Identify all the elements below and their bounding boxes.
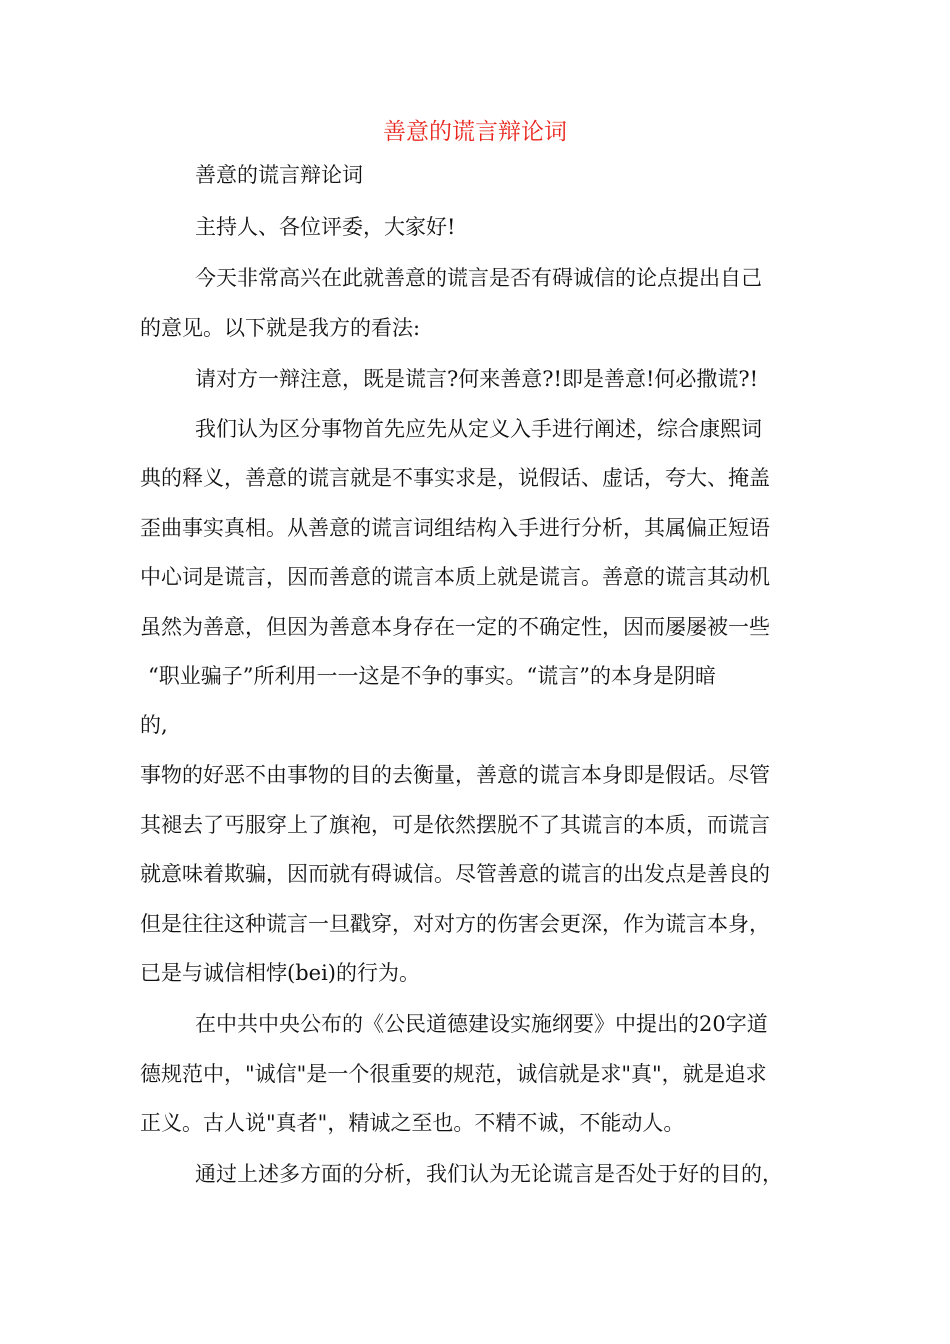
paragraph-line: “职业骗子”所利用一一这是不争的事实。“谎言”的本身是阴暗 bbox=[148, 664, 716, 688]
paragraph-line: 通过上述多方面的分析，我们认为无论谎言是否处于好的目的， bbox=[195, 1162, 783, 1186]
paragraph-line: 我们认为区分事物首先应先从定义入手进行阐述，综合康熙词 bbox=[195, 417, 762, 441]
paragraph-line: 就意味着欺骗，因而就有碍诚信。尽管善意的谎言的出发点是善良的 bbox=[140, 862, 770, 886]
paragraph-line: 的意见。以下就是我方的看法: bbox=[140, 316, 421, 340]
paragraph-line: 请对方一辩注意，既是谎言?何来善意?!即是善意!何必撒谎?! bbox=[195, 367, 759, 391]
paragraph-line: 已是与诚信相悖(bei)的行为。 bbox=[140, 961, 420, 985]
paragraph-line: 的, bbox=[140, 713, 168, 737]
paragraph-line: 典的释义，善意的谎言就是不事实求是，说假话、虚话，夸大、掩盖 bbox=[140, 466, 770, 490]
paragraph-line: 德规范中，"诚信"是一个很重要的规范，诚信就是求"真"，就是追求 bbox=[140, 1062, 767, 1086]
paragraph-line: 正义。古人说"真者"，精诚之至也。不精不诚，不能动人。 bbox=[140, 1111, 685, 1135]
paragraph-line: 主持人、各位评委，大家好! bbox=[195, 215, 456, 239]
paragraph-line: 今天非常高兴在此就善意的谎言是否有碍诚信的论点提出自己 bbox=[195, 266, 762, 290]
document-title: 善意的谎言辩论词 bbox=[383, 119, 567, 145]
paragraph-line: 虽然为善意，但因为善意本身存在一定的不确定性，因而屡屡被一些 bbox=[140, 615, 770, 639]
paragraph-line: 在中共中央公布的《公民道德建设实施纲要》中提出的20字道 bbox=[195, 1012, 768, 1036]
paragraph-line: 事物的好恶不由事物的目的去衡量，善意的谎言本身即是假话。尽管 bbox=[140, 763, 770, 787]
paragraph-line: 但是往往这种谎言一旦戳穿，对对方的伤害会更深，作为谎言本身， bbox=[140, 912, 770, 936]
paragraph-line: 中心词是谎言，因而善意的谎言本质上就是谎言。善意的谎言其动机 bbox=[140, 565, 770, 589]
paragraph-line: 其褪去了丐服穿上了旗袍，可是依然摆脱不了其谎言的本质，而谎言 bbox=[140, 813, 770, 837]
paragraph-line: 歪曲事实真相。从善意的谎言词组结构入手进行分析，其属偏正短语 bbox=[140, 516, 770, 540]
paragraph-line: 善意的谎言辩论词 bbox=[195, 163, 363, 187]
